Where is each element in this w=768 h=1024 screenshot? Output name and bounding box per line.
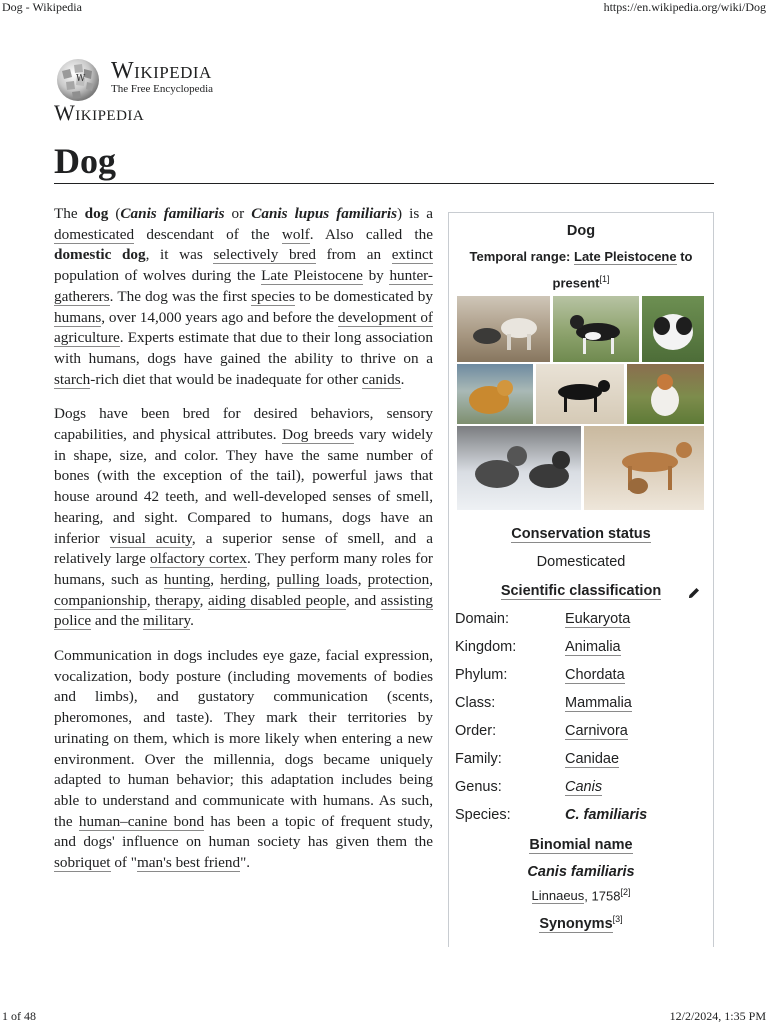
binomial-name-heading[interactable] bbox=[449, 837, 713, 853]
text: , a superior sense of smell, and a relatively large bbox=[54, 529, 433, 568]
link-wolf[interactable]: wolf bbox=[281, 225, 310, 243]
logo-wordmark: Wikipedia bbox=[111, 58, 212, 84]
print-title: Dog - Wikipedia bbox=[2, 0, 82, 14]
binomial-authority bbox=[449, 887, 713, 903]
text: . bbox=[190, 612, 194, 630]
print-datetime: 12/2/2024, 1:35 PM bbox=[669, 1009, 766, 1023]
link-hunting[interactable]: hunting bbox=[163, 570, 211, 588]
wikipedia-wordmark-text: Wikipedia bbox=[54, 100, 145, 125]
link-visual-acuity[interactable]: visual acuity bbox=[109, 529, 192, 547]
text: , bbox=[357, 570, 368, 588]
link-species[interactable]: species bbox=[251, 287, 295, 305]
conservation-status-value: Domesticated bbox=[536, 554, 626, 570]
scientific-name: Canis lupus familiaris bbox=[251, 205, 397, 222]
dog-photo-3[interactable] bbox=[642, 296, 704, 362]
dog-photo-7[interactable] bbox=[457, 426, 581, 510]
link-dog-breeds[interactable]: Dog breeds bbox=[282, 426, 354, 444]
bold-term: domestic dog bbox=[54, 246, 146, 264]
classification-row-domain bbox=[455, 611, 707, 631]
paragraph-1 bbox=[54, 204, 433, 390]
text: . The dog was the first bbox=[109, 287, 252, 305]
row-label: Kingdom: bbox=[455, 639, 517, 655]
dog-photo-4[interactable] bbox=[457, 364, 533, 424]
classification-row-order bbox=[455, 723, 707, 743]
text: and the bbox=[91, 612, 143, 630]
text: from an bbox=[315, 246, 392, 264]
row-label: Genus: bbox=[455, 779, 502, 795]
link-starch[interactable]: starch bbox=[54, 370, 91, 388]
text: , bbox=[266, 570, 277, 588]
link-mans-best-friend[interactable]: man's best friend bbox=[136, 854, 241, 872]
row-label: Family: bbox=[455, 751, 502, 767]
text: , bbox=[429, 570, 433, 588]
temporal-suffix: to present bbox=[552, 249, 693, 291]
link-herding[interactable]: herding bbox=[220, 570, 267, 588]
text: -rich diet that would be inadequate for other bbox=[90, 370, 362, 388]
text: Dogs have been bred for desired behaviors, sensory capabilities, and physical attributes. bbox=[54, 405, 433, 444]
reference-3[interactable]: [3] bbox=[612, 914, 623, 924]
link-therapy[interactable]: therapy bbox=[155, 591, 200, 609]
text: or bbox=[224, 205, 252, 222]
logo-tagline: The Free Encyclopedia bbox=[111, 83, 214, 95]
reference-1[interactable]: [1] bbox=[599, 274, 610, 284]
scientific-classification-heading[interactable] bbox=[449, 583, 713, 599]
link-domesticated[interactable]: domesticated bbox=[54, 225, 135, 243]
classification-row-class bbox=[455, 695, 707, 715]
text: , and bbox=[345, 591, 381, 609]
row-label: Domain: bbox=[455, 611, 509, 627]
link-extinct[interactable]: extinct bbox=[391, 246, 434, 264]
classification-row-genus bbox=[455, 779, 707, 799]
dog-photo-5[interactable] bbox=[536, 364, 624, 424]
text: by bbox=[362, 267, 390, 285]
classification-row-phylum bbox=[455, 667, 707, 687]
text: descendant of the bbox=[134, 225, 282, 243]
title-divider bbox=[54, 183, 714, 184]
text: , bbox=[199, 591, 208, 609]
link-assisting-police[interactable]: assisting police bbox=[54, 591, 433, 630]
binomial-name-link[interactable]: Binomial name bbox=[529, 837, 633, 853]
text: . Experts estimate that due to their long association with humans, dogs have gained the ability to thrive on a bbox=[54, 329, 433, 367]
row-label: Phylum: bbox=[455, 667, 508, 683]
classification-row-family bbox=[455, 751, 707, 771]
link-chordata[interactable]: Chordata bbox=[565, 667, 625, 683]
row-label: Species: bbox=[455, 807, 511, 823]
link-selectively-bred[interactable]: selectively bred bbox=[213, 246, 316, 264]
article-content bbox=[54, 204, 433, 888]
link-pulling-loads[interactable]: pulling loads bbox=[276, 570, 358, 588]
wikipedia-globe-icon bbox=[54, 57, 102, 103]
text: . They perform many roles for humans, such as bbox=[54, 550, 433, 588]
link-human-canine-bond[interactable]: human–canine bond bbox=[78, 812, 205, 830]
bold-term: dog bbox=[84, 205, 109, 222]
dog-photo-2[interactable] bbox=[553, 296, 639, 362]
link-development-of-agriculture[interactable]: development of agriculture bbox=[54, 308, 433, 347]
text: ( bbox=[108, 205, 121, 222]
species-value: C. familiaris bbox=[565, 807, 648, 823]
print-url: https://en.wikipedia.org/wiki/Dog bbox=[603, 0, 766, 14]
temporal-range bbox=[461, 246, 701, 294]
link-linnaeus[interactable]: Linnaeus bbox=[531, 888, 585, 904]
link-humans[interactable]: humans bbox=[54, 308, 102, 326]
link-aiding-disabled-people[interactable]: aiding disabled people bbox=[207, 591, 346, 609]
text: ". bbox=[240, 854, 251, 872]
link-sobriquet[interactable]: sobriquet bbox=[54, 854, 111, 872]
svg-text:W: W bbox=[76, 74, 86, 84]
text: , bbox=[210, 570, 221, 588]
text: ) is a bbox=[397, 205, 434, 222]
dog-photo-6[interactable] bbox=[627, 364, 704, 424]
temporal-label: Temporal range: bbox=[469, 249, 574, 264]
text: vary widely in shape, size, and color. They have the same number of bones (with the exception of the tail), powerful jaws that house around 42 teeth, and well-developed senses of smell, hearing, and sight. Compared to humans, dogs have an inferior bbox=[54, 426, 433, 547]
link-olfactory-cortex[interactable]: olfactory cortex bbox=[149, 550, 248, 568]
classification-row-species bbox=[455, 807, 707, 827]
link-canis[interactable]: Canis bbox=[565, 779, 603, 795]
paragraph-2 bbox=[54, 404, 433, 632]
dog-photo-1[interactable] bbox=[457, 296, 550, 362]
link-military[interactable]: military bbox=[142, 612, 191, 630]
link-protection[interactable]: protection bbox=[367, 570, 430, 588]
infobox bbox=[448, 212, 714, 947]
paragraph-3 bbox=[54, 646, 433, 874]
scientific-classification-link[interactable]: Scientific classification bbox=[500, 583, 662, 599]
text: to be domesticated by bbox=[294, 287, 433, 305]
scientific-name: Canis familiaris bbox=[120, 205, 225, 222]
text: Communication in dogs includes eye gaze, facial expression, vocalization, body posture (including movements of bodies and limbs), and gustatory communication (scents, pheromones, and taste). They mark their territories by urinating on them, which is more likely when entering a new environment. Over the millennia, dogs became uniquely adapted to human behavior; this adaptation includes being able to understand and communicate with humans. As such, the bbox=[54, 647, 433, 830]
link-mammalia[interactable]: Mammalia bbox=[565, 695, 632, 711]
reference-2[interactable]: [2] bbox=[620, 887, 631, 897]
link-canids[interactable]: canids bbox=[361, 370, 401, 388]
wikipedia-logo[interactable] bbox=[54, 57, 254, 103]
print-header bbox=[0, 0, 768, 16]
synonyms-link[interactable]: Synonyms bbox=[539, 915, 613, 932]
link-canidae[interactable]: Canidae bbox=[565, 751, 620, 767]
link-hunter-gatherers[interactable]: hunter-gatherers bbox=[54, 267, 433, 305]
text: , over 14,000 years ago and before the bbox=[101, 308, 339, 326]
dog-photo-8[interactable] bbox=[584, 426, 704, 510]
binomial-year: , 1758 bbox=[584, 888, 621, 904]
text: population of wolves during the bbox=[54, 267, 262, 285]
text: of " bbox=[110, 854, 137, 872]
infobox-title: Dog bbox=[566, 223, 596, 239]
print-footer bbox=[0, 1009, 768, 1024]
text: The bbox=[54, 205, 85, 222]
link-companionship[interactable]: companionship bbox=[54, 591, 147, 609]
link-animalia[interactable]: Animalia bbox=[565, 639, 621, 655]
classification-row-kingdom bbox=[455, 639, 707, 659]
conservation-status-link[interactable]: Conservation status bbox=[511, 526, 651, 542]
link-carnivora[interactable]: Carnivora bbox=[565, 723, 628, 739]
link-late-pleistocene[interactable]: Late Pleistocene bbox=[261, 267, 363, 285]
text: has been a topic of frequent study, and dogs' influence on human society has given them the bbox=[54, 812, 433, 851]
pencil-icon[interactable] bbox=[687, 586, 701, 600]
text: . bbox=[400, 370, 405, 388]
row-label: Order: bbox=[455, 723, 497, 739]
conservation-status-heading[interactable] bbox=[449, 526, 713, 542]
text: , it was bbox=[145, 246, 214, 264]
text: , bbox=[146, 591, 156, 609]
link-eukaryota[interactable]: Eukaryota bbox=[565, 611, 631, 627]
page-number: 1 of 48 bbox=[2, 1009, 36, 1023]
link-temporal-late-pleistocene[interactable]: Late Pleistocene bbox=[574, 249, 677, 264]
page-title: Dog bbox=[54, 141, 116, 181]
binomial-name: Canis familiaris bbox=[527, 864, 635, 880]
text: . Also called the bbox=[309, 225, 433, 243]
row-label: Class: bbox=[455, 695, 496, 711]
synonyms-heading[interactable] bbox=[449, 914, 713, 932]
